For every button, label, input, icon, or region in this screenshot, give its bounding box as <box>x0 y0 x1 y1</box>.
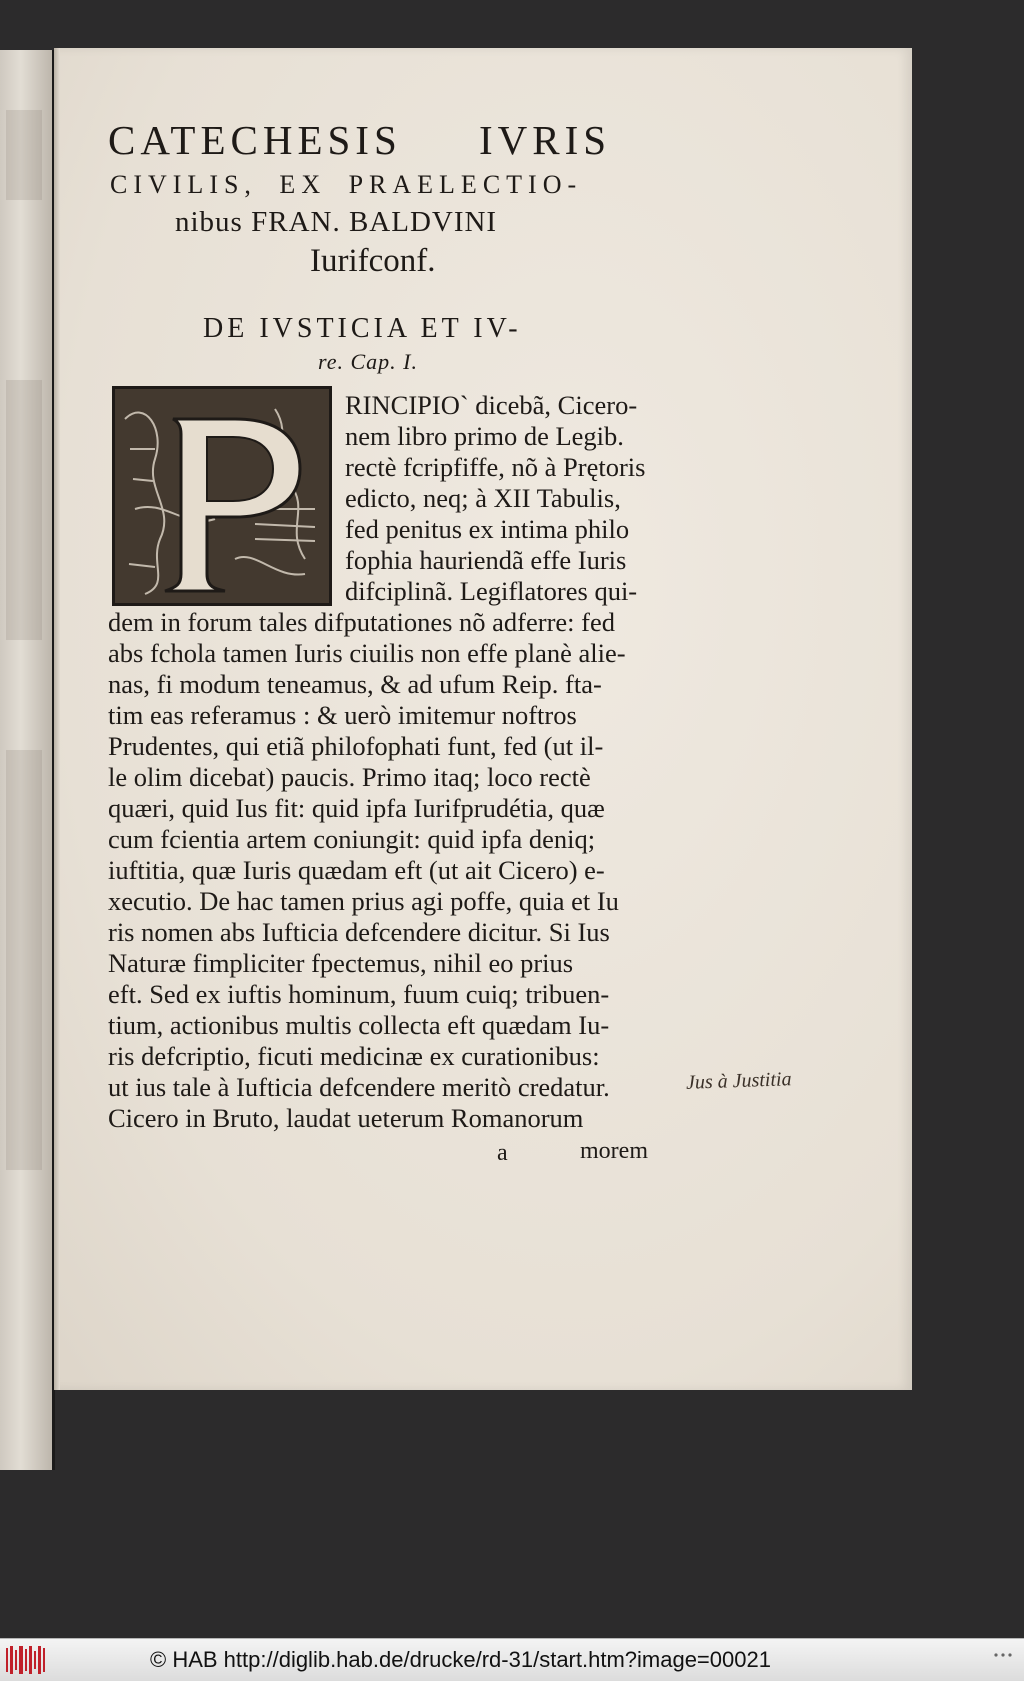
facing-page-edge <box>0 50 55 1470</box>
body-line-12: Naturæ fimpliciter fpectemus, nihil eo prius <box>108 948 574 978</box>
body-line-7: quæri, quid Ius fit: quid ipfa Iurifprudétia, quæ <box>108 793 605 823</box>
catchword: morem <box>580 1138 648 1164</box>
body-line-11: ris nomen abs Iufticia defcendere dicitur. Si Ius <box>108 917 610 947</box>
initial-line-6: fophia hauriendã effe Iuris <box>345 545 627 575</box>
title-line-4: Iurifconf. <box>310 243 436 279</box>
chapter-heading-line-1: DE IVSTICIA ET IV- <box>203 313 522 344</box>
body-line-10: xecutio. De hac tamen prius agi poffe, quia et Iu <box>108 886 619 916</box>
viewer-footer <box>0 1638 1024 1681</box>
initial-line-2: nem libro primo de Legib. <box>345 421 624 451</box>
title-line-3: nibus FRAN. BALDVINI <box>175 206 498 238</box>
body-line-3: nas, fi modum teneamus, & ad ufum Reip. fta- <box>108 669 602 699</box>
body-line-4: tim eas referamus : & uerò imitemur noftros <box>108 700 577 730</box>
signature-mark: a <box>497 1140 508 1166</box>
body-line-13: eft. Sed ex iuftis hominum, fuum cuiq; tribuen- <box>108 979 610 1009</box>
barcode-icon <box>6 1646 46 1674</box>
initial-line-4: edicto, neq; à XII Tabulis, <box>345 483 621 513</box>
title-line-1: CATECHESIS IVRIS <box>108 117 612 163</box>
title-line-2: CIVILIS, EX PRAELECTIO- <box>110 170 583 199</box>
body-line-2: abs fchola tamen Iuris ciuilis non effe planè alie- <box>108 638 626 668</box>
body-line-16: ut ius tale à Iufticia defcendere meritò credatur. <box>108 1072 610 1102</box>
initial-line-5: fed penitus ex intima philo <box>345 514 630 544</box>
body-line-14: tium, actionibus multis collecta eft quædam Iu- <box>108 1010 610 1040</box>
copyright-url-text: © HAB http://diglib.hab.de/drucke/rd-31/start.htm?image=00021 <box>150 1647 771 1672</box>
more-dots-icon[interactable] <box>994 1653 1012 1657</box>
body-line-6: le olim dicebat) paucis. Primo itaq; loco rectè <box>108 762 591 792</box>
initial-line-7: difciplinã. Legiflatores qui- <box>345 576 638 606</box>
handwritten-margin-note: Jus à Justitia <box>685 1068 792 1094</box>
initial-line-3: rectè fcripfiffe, nõ à Prętoris <box>345 452 646 482</box>
body-line-5: Prudentes, qui etiã philofophati funt, fed (ut il- <box>108 731 604 761</box>
chapter-heading-line-2: re. Cap. I. <box>318 349 419 374</box>
body-line-8: cum fcientia artem coniungit: quid ipfa deniq; <box>108 824 596 854</box>
body-line-1: dem in forum tales difputationes nõ adferre: fed <box>108 607 616 637</box>
body-line-15: ris defcriptio, ficuti medicinæ ex curationibus: <box>108 1041 600 1071</box>
decorated-initial-p <box>112 386 332 606</box>
initial-line-1: RINCIPIO` dicebã, Cicero- <box>345 390 638 420</box>
body-line-17: Cicero in Bruto, laudat ueterum Romanorum <box>108 1103 584 1133</box>
page-gutter <box>54 48 60 1390</box>
body-line-9: iuftitia, quæ Iuris quædam eft (ut ait Cicero) e- <box>108 855 605 885</box>
